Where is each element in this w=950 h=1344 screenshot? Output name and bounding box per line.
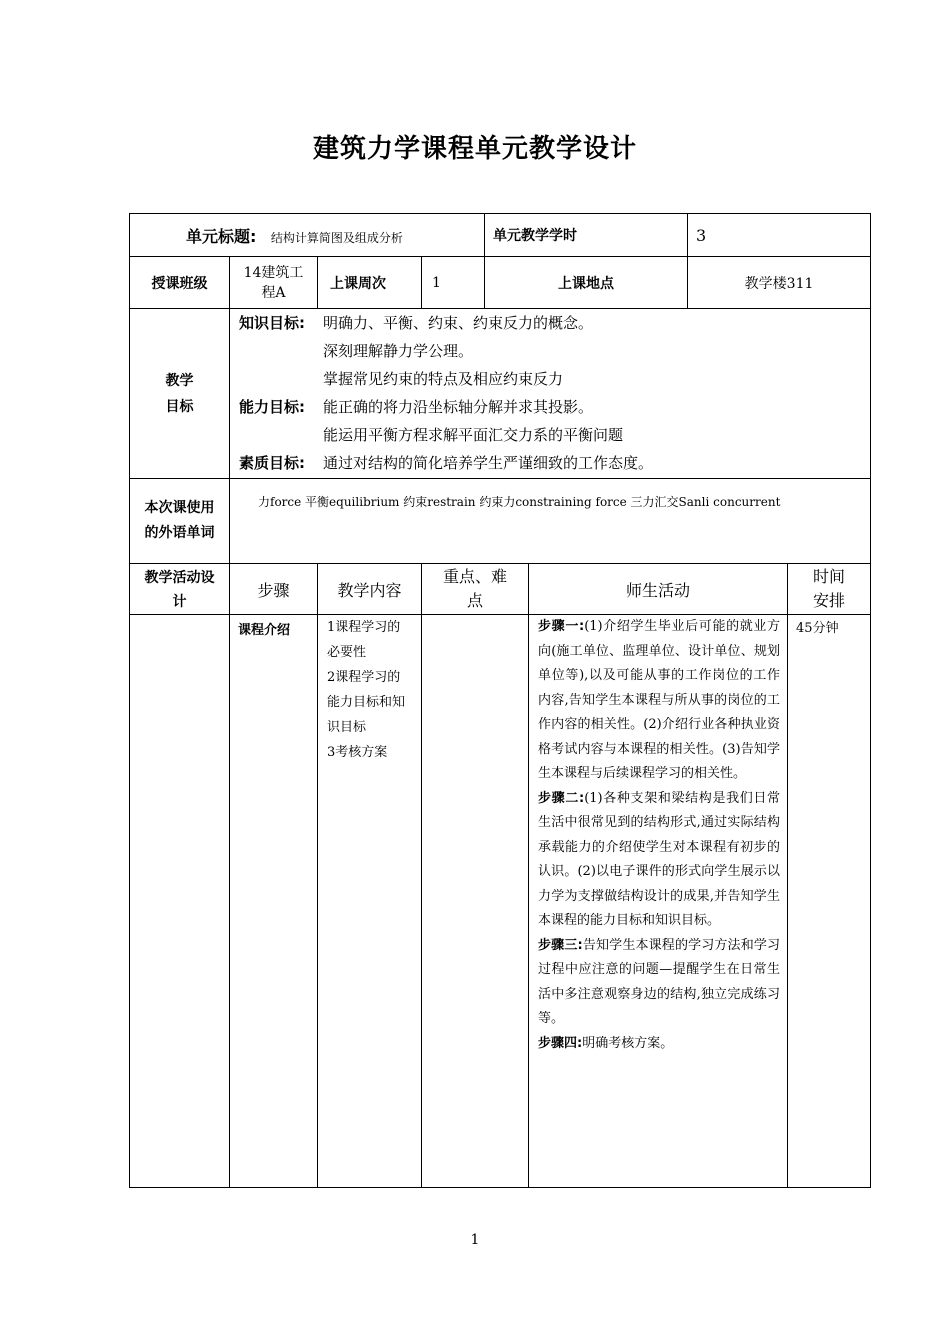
unit-hours-value: 3 xyxy=(688,214,871,257)
content-item-2: 2课程学习的能力目标和知识目标 xyxy=(327,670,406,735)
class-value: 14建筑工程A xyxy=(230,257,318,309)
step-name: 课程介绍 xyxy=(238,623,291,638)
activity-step-1: 步骤一:(1)介绍学生毕业后可能的就业方向(施工单位、监理单位、设计单位、规划单位等),以及可能从事的工作岗位的工作内容,告知学生本课程与所从事的岗位的工作内容的相关性。(2)介绍行业各种执业资格考试内容与本课程的相关性。(3)告知学生本课程与后续课程学习的相关性。 xyxy=(538,619,781,781)
activity-label: 教学活动设计 xyxy=(144,570,215,610)
week-label: 上课周次 xyxy=(318,257,422,309)
ability-objective-1: 能力目标: 能正确的将力沿坐标轴分解并求其投影。 xyxy=(239,398,594,416)
unit-title-value: 结构计算简图及组成分析 xyxy=(270,230,403,245)
row-class-info xyxy=(130,257,871,309)
ability-objective-2: 能运用平衡方程求解平面汇交力系的平衡问题 xyxy=(323,426,624,444)
document-title: 建筑力学课程单元教学设计 xyxy=(312,134,637,164)
location-value: 教学楼311 xyxy=(688,257,871,309)
knowledge-objective-1: 知识目标: 明确力、平衡、约束、约束反力的概念。 xyxy=(239,314,594,332)
header-activities: 师生活动 xyxy=(529,564,788,615)
row-activity-header xyxy=(130,564,871,615)
header-content: 教学内容 xyxy=(318,564,422,615)
vocab-label: 本次课使用的外语单词 xyxy=(144,500,215,541)
page-number: 1 xyxy=(470,1232,480,1248)
knowledge-objective-2: 深刻理解静力学公理。 xyxy=(323,342,474,360)
activity-step-2: 步骤二:(1)各种支架和梁结构是我们日常生活中很常见到的结构形式,通过实际结构承载能力的介绍使学生对本课程有初步的认识。(2)以电子课件的形式向学生展示以力学为支撑做结构设计的成果,并告知学生本课程的能力目标和知识目标。 xyxy=(538,790,781,928)
quality-objective-1: 素质目标: 通过对结构的简化培养学生严谨细致的工作态度。 xyxy=(239,454,654,472)
objectives-label: 教学目标 xyxy=(130,309,230,479)
class-label: 授课班级 xyxy=(130,257,230,309)
row-objectives xyxy=(130,309,871,479)
row-unit-title xyxy=(130,214,871,257)
content-item-1: 1课程学习的必要性 xyxy=(327,620,401,660)
header-key-points: 重点、难点 xyxy=(422,564,529,615)
content-item-3: 3考核方案 xyxy=(327,745,388,760)
header-step: 步骤 xyxy=(230,564,318,615)
activity-step-4: 步骤四:明确考核方案。 xyxy=(538,1035,674,1051)
row-activity-body xyxy=(130,615,871,1188)
activity-step-3: 步骤三:告知学生本课程的学习方法和学习过程中应注意的问题—提醒学生在日常生活中多注意观察身边的结构,独立完成练习等。 xyxy=(538,937,781,1026)
row-vocabulary xyxy=(130,479,871,564)
week-value: 1 xyxy=(422,257,485,309)
unit-hours-label: 单元教学学时 xyxy=(485,214,688,257)
key-points-cell xyxy=(422,615,529,1188)
time-value: 45分钟 xyxy=(788,615,871,1188)
design-table xyxy=(129,213,871,1188)
location-label: 上课地点 xyxy=(485,257,688,309)
header-time: 时间安排 xyxy=(788,564,871,615)
vocab-text: 力force 平衡equilibrium 约束restrain 约束力constraining force 三力汇交Sanli concurrent xyxy=(230,479,871,564)
knowledge-objective-3: 掌握常见约束的特点及相应约束反力 xyxy=(323,370,564,388)
unit-title-label: 单元标题: xyxy=(186,226,257,246)
